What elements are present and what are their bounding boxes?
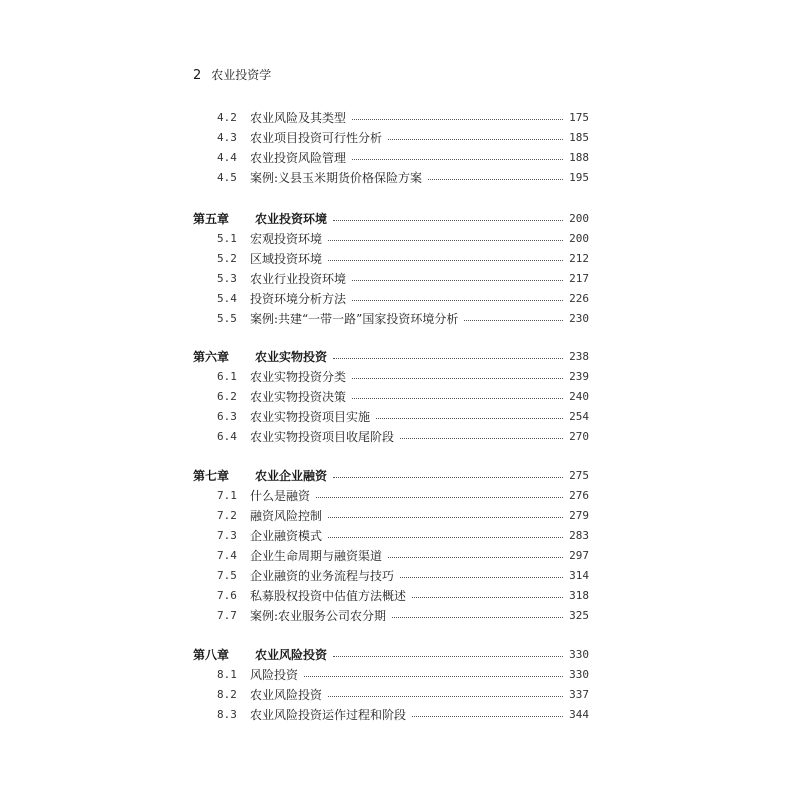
entry-title: 农业风险投资运作过程和阶段 — [250, 707, 407, 722]
entry-page-number: 175 — [569, 110, 589, 124]
entry-number: 第七章 — [193, 468, 230, 483]
toc-section-entry — [193, 386, 589, 406]
dot-leader — [352, 294, 563, 301]
entry-page-number: 318 — [569, 588, 589, 602]
entry-page-number: 344 — [569, 707, 589, 721]
toc-section-entry — [193, 147, 589, 167]
entry-number: 5.3 — [217, 271, 237, 285]
dot-leader — [352, 392, 563, 399]
dot-leader — [333, 214, 563, 221]
entry-title: 农业实物投资项目收尾阶段 — [250, 429, 395, 444]
entry-page-number: 185 — [569, 130, 589, 144]
entry-number: 7.6 — [217, 588, 237, 602]
toc-section-entry — [193, 525, 589, 545]
dot-leader — [333, 352, 563, 359]
entry-number: 5.2 — [217, 251, 237, 265]
entry-number: 4.2 — [217, 110, 237, 124]
entry-title: 企业融资模式 — [250, 528, 323, 543]
entry-page-number: 239 — [569, 369, 589, 383]
entry-page-number: 276 — [569, 488, 589, 502]
toc-section-entry — [193, 366, 589, 386]
entry-title: 农业项目投资可行性分析 — [250, 130, 383, 145]
toc-section-entry — [193, 664, 589, 684]
entry-title: 农业投资环境 — [255, 211, 328, 226]
entry-page-number: 330 — [569, 647, 589, 661]
dot-leader — [328, 690, 563, 697]
entry-title: 投资环境分析方法 — [250, 291, 347, 306]
dot-leader — [392, 611, 563, 618]
entry-page-number: 330 — [569, 667, 589, 681]
entry-number: 6.4 — [217, 429, 237, 443]
entry-title: 案例:农业服务公司农分期 — [250, 608, 387, 623]
toc-chapter-entry — [193, 644, 589, 664]
entry-page-number: 254 — [569, 409, 589, 423]
toc-chapter-entry — [193, 346, 589, 366]
toc-section-entry — [193, 288, 589, 308]
toc-section-entry — [193, 485, 589, 505]
entry-title: 风险投资 — [250, 667, 299, 682]
entry-page-number: 212 — [569, 251, 589, 265]
dot-leader — [352, 274, 563, 281]
toc-section-entry — [193, 684, 589, 704]
entry-page-number: 279 — [569, 508, 589, 522]
dot-leader — [333, 650, 563, 657]
entry-title: 农业风险及其类型 — [250, 110, 347, 125]
toc-section-entry — [193, 565, 589, 585]
toc-section-entry — [193, 704, 589, 724]
entry-title: 农业实物投资分类 — [250, 369, 347, 384]
entry-number: 6.1 — [217, 369, 237, 383]
entry-title: 案例:共建“一带一路”国家投资环境分析 — [250, 311, 459, 326]
dot-leader — [388, 133, 563, 140]
entry-title: 农业企业融资 — [255, 468, 328, 483]
entry-page-number: 325 — [569, 608, 589, 622]
entry-title: 农业风险投资 — [255, 647, 328, 662]
dot-leader — [400, 432, 563, 439]
entry-number: 第五章 — [193, 211, 230, 226]
entry-title: 农业实物投资 — [255, 349, 328, 364]
entry-page-number: 270 — [569, 429, 589, 443]
entry-page-number: 275 — [569, 468, 589, 482]
entry-number: 6.3 — [217, 409, 237, 423]
dot-leader — [328, 254, 563, 261]
entry-title: 私募股权投资中估值方法概述 — [250, 588, 407, 603]
entry-title: 农业风险投资 — [250, 687, 323, 702]
entry-page-number: 217 — [569, 271, 589, 285]
toc-section-entry — [193, 545, 589, 565]
entry-number: 第六章 — [193, 349, 230, 364]
toc-section-entry — [193, 167, 589, 187]
entry-page-number: 200 — [569, 231, 589, 245]
entry-number: 4.4 — [217, 150, 237, 164]
dot-leader — [388, 551, 563, 558]
dot-leader — [316, 491, 563, 498]
toc-section-entry — [193, 107, 589, 127]
entry-number: 7.2 — [217, 508, 237, 522]
entry-title: 什么是融资 — [250, 488, 311, 503]
entry-page-number: 230 — [569, 311, 589, 325]
entry-title: 企业融资的业务流程与技巧 — [250, 568, 395, 583]
toc-section-entry — [193, 248, 589, 268]
dot-leader — [376, 412, 563, 419]
entry-number: 4.3 — [217, 130, 237, 144]
dot-leader — [328, 511, 563, 518]
entry-title: 企业生命周期与融资渠道 — [250, 548, 383, 563]
entry-title: 宏观投资环境 — [250, 231, 323, 246]
dot-leader — [412, 710, 563, 717]
entry-title: 农业行业投资环境 — [250, 271, 347, 286]
dot-leader — [412, 591, 563, 598]
entry-number: 第八章 — [193, 647, 230, 662]
entry-page-number: 297 — [569, 548, 589, 562]
entry-number: 7.3 — [217, 528, 237, 542]
toc-chapter-entry — [193, 465, 589, 485]
entry-number: 4.5 — [217, 170, 237, 184]
entry-number: 7.1 — [217, 488, 237, 502]
dot-leader — [352, 372, 563, 379]
entry-page-number: 283 — [569, 528, 589, 542]
entry-title: 融资风险控制 — [250, 508, 323, 523]
toc-section-entry — [193, 268, 589, 288]
entry-number: 5.4 — [217, 291, 237, 305]
toc-chapter-entry — [193, 208, 589, 228]
entry-page-number: 200 — [569, 211, 589, 225]
entry-page-number: 337 — [569, 687, 589, 701]
entry-title: 农业实物投资决策 — [250, 389, 347, 404]
entry-page-number: 226 — [569, 291, 589, 305]
entry-number: 8.1 — [217, 667, 237, 681]
entry-number: 5.5 — [217, 311, 237, 325]
entry-title: 农业实物投资项目实施 — [250, 409, 371, 424]
dot-leader — [352, 153, 563, 160]
dot-leader — [333, 471, 563, 478]
entry-number: 8.3 — [217, 707, 237, 721]
dot-leader — [464, 314, 563, 321]
entry-page-number: 240 — [569, 389, 589, 403]
entry-title: 案例:义县玉米期货价格保险方案 — [250, 170, 423, 185]
dot-leader — [328, 531, 563, 538]
entry-page-number: 238 — [569, 349, 589, 363]
toc-section-entry — [193, 127, 589, 147]
toc-section-entry — [193, 585, 589, 605]
toc-section-entry — [193, 228, 589, 248]
dot-leader — [328, 234, 563, 241]
page-number: 2 — [193, 68, 202, 83]
dot-leader — [304, 670, 563, 677]
entry-page-number: 188 — [569, 150, 589, 164]
entry-number: 6.2 — [217, 389, 237, 403]
entry-number: 5.1 — [217, 231, 237, 245]
entry-page-number: 195 — [569, 170, 589, 184]
toc-section-entry — [193, 426, 589, 446]
toc-section-entry — [193, 605, 589, 625]
entry-number: 7.5 — [217, 568, 237, 582]
entry-number: 8.2 — [217, 687, 237, 701]
dot-leader — [400, 571, 563, 578]
dot-leader — [428, 173, 563, 180]
book-title: 农业投资学 — [211, 68, 272, 82]
toc-section-entry — [193, 406, 589, 426]
entry-title: 农业投资风险管理 — [250, 150, 347, 165]
entry-number: 7.7 — [217, 608, 237, 622]
entry-page-number: 314 — [569, 568, 589, 582]
entry-number: 7.4 — [217, 548, 237, 562]
toc-section-entry — [193, 505, 589, 525]
entry-title: 区域投资环境 — [250, 251, 323, 266]
toc-section-entry — [193, 308, 589, 328]
dot-leader — [352, 113, 563, 120]
